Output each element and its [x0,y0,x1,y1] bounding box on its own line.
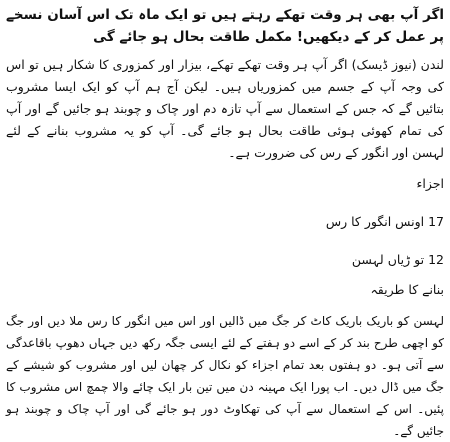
intro-paragraph: لندن (نیوز ڈیسک) اگر آپ ہر وقت تھکے تھکے، بیزار اور کمزوری کا شکار ہیں تو اس کی وجہ آپ کے جسم میں کمزوریاں ہیں۔ لیکن آج ہم آپ کو ایک ایسا مشروب بتائیں گے کہ جس کے استعمال سے آپ تازہ دم اور چاک و چوبند ہو جائیں گے اور آپ کی تمام کھوئی ہوئی طاقت بحال ہو جائے گی۔ آپ کو یہ مشروب بنانے کے لئے لہسن اور انگور کے رس کی ضرورت ہے۔ [6,57,444,160]
method-paragraph: لہسن کو باریک باریک کاٹ کر جگ میں ڈالیں اور اس میں انگور کا رس ملا دیں اور جگ کو اچھی طرح بند کر کے اسے دو ہفتے کے لئے ایسی جگہ رکھ دیں جہاں دھوپ باقاعدگی سے آتی ہو۔ دو ہفتوں بعد تمام اجزاء کو نکال کر چھان لیں اور مشروب کو شیشے کے جگ میں ڈال دیں۔ اب پورا ایک مہینہ دن میں تین بار ایک چائے والا چمچ اس مشروب کا پئیں۔ اس کے استعمال سے آپ کی تھکاوٹ دور ہو جائے گی اور آپ چاک و چوبند ہو جائیں گے۔ [6,314,444,438]
ingredients-heading: اجزاء [416,176,444,191]
ingredient-item-grape-juice: 17 اونس انگور کا رس [325,214,444,229]
article-headline: اگر آپ بھی ہر وقت تھکے رہتے ہیں تو ایک ماہ تک اس آسان نسخے پر عمل کر کے دیکھیں! مکمل طاقت بحال ہو جائے گی [6,7,444,45]
ingredient-item-garlic: 12 تو ڑیاں لہسن [351,252,444,267]
method-heading: بنانے کا طریقہ [370,282,444,297]
